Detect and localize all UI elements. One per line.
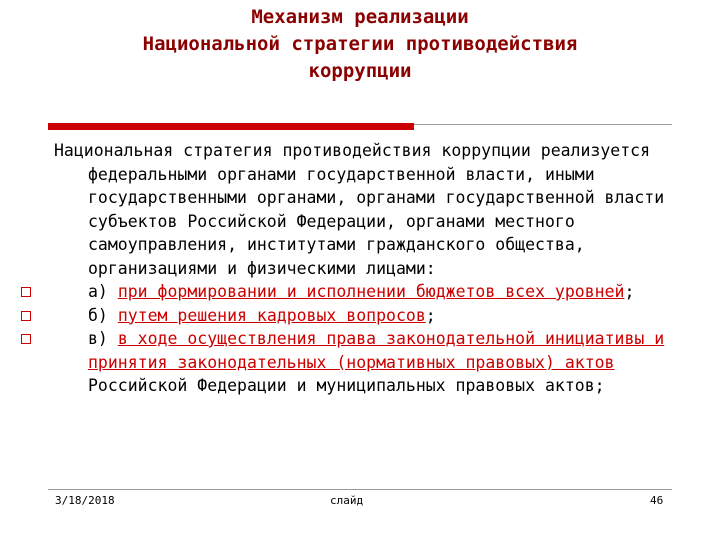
bullet-link-legislation[interactable]: в ходе осуществления права законодательной инициативы и принятия законодательных (нормативных правовых) актов — [88, 329, 665, 372]
footer-date: 3/18/2018 — [55, 494, 115, 507]
square-bullet-icon — [21, 334, 31, 344]
title-line-2: Национальной стратегии противодействия — [142, 33, 578, 55]
intro-paragraph: Национальная стратегия противодействия коррупции реализуется федеральными органами государственной власти, иными государственными органами, органами государственной власти субъектов Российской Федерации, органами местного самоуправления, институтами гражданского общества, организациями и физическими лицами: — [54, 141, 665, 278]
footer-divider — [48, 489, 672, 490]
bullet-item-c — [54, 327, 704, 398]
bullet-prefix: б) — [88, 305, 118, 325]
bullet-suffix: ; — [425, 305, 436, 325]
bullet-link-budgets[interactable]: при формировании и исполнении бюджетов всех уровней — [117, 282, 625, 301]
bullet-suffix: ; — [624, 282, 635, 301]
slide-title — [0, 4, 720, 85]
bullet-suffix: Российской Федерации и муниципальных правовых актов; — [88, 376, 605, 395]
slide-body — [54, 139, 704, 398]
title-line-1: Механизм реализации — [251, 6, 469, 28]
bullet-link-personnel[interactable]: путем решения кадровых вопросов — [117, 305, 426, 325]
square-bullet-icon — [21, 311, 31, 321]
bullet-item-b — [54, 304, 704, 328]
title-line-3: коррупции — [308, 60, 412, 82]
bullet-item-a — [54, 280, 704, 304]
bullet-prefix: а) — [88, 282, 118, 301]
footer-page-number: 46 — [650, 494, 664, 507]
square-bullet-icon — [21, 287, 31, 297]
footer-center-text: слайд — [330, 494, 364, 507]
title-divider-accent — [48, 123, 414, 130]
bullet-prefix: в) — [88, 329, 118, 348]
